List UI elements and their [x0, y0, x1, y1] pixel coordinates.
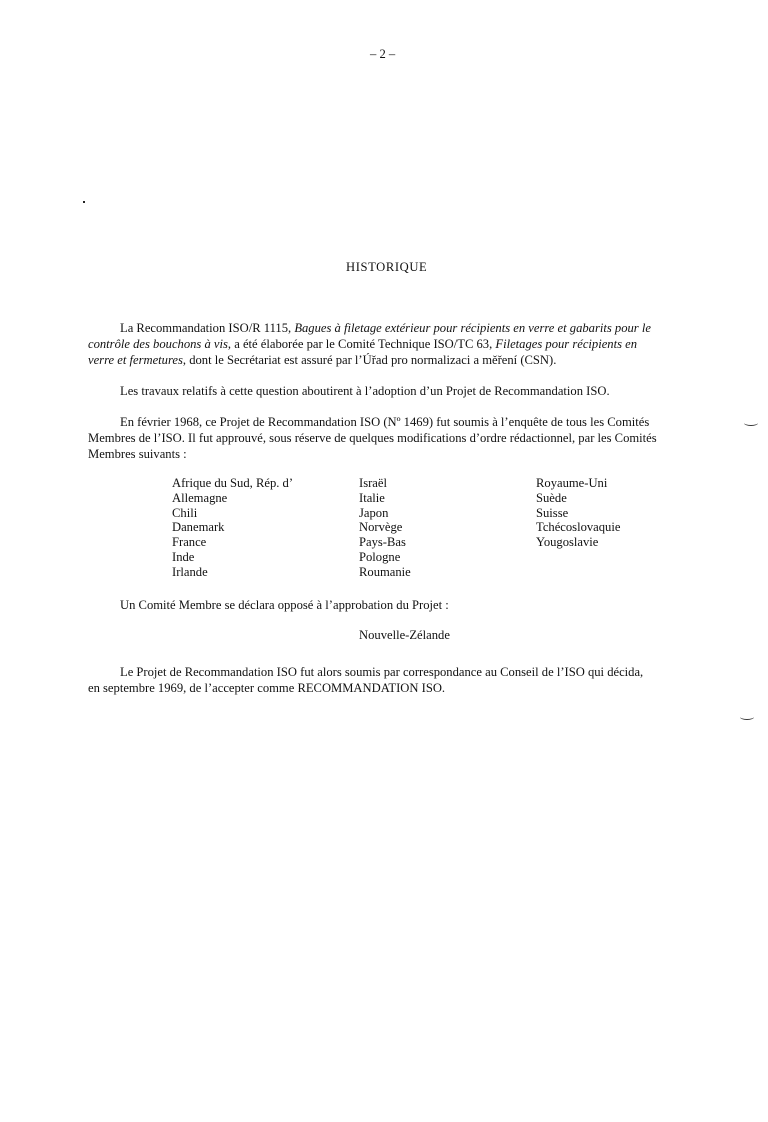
text-line: en septembre 1969, de l’accepter comme RECOMMANDATION ISO. — [88, 681, 446, 695]
member: Suisse — [536, 505, 569, 520]
member: Pays-Bas — [359, 535, 406, 550]
member: Suède — [536, 490, 567, 505]
member: Danemark — [172, 520, 225, 535]
member: Yougoslavie — [536, 535, 599, 550]
member: Pologne — [359, 549, 401, 564]
paragraph-opposition: Un Comité Membre se déclara opposé à l’approbation du Projet : — [120, 598, 449, 612]
members-column-1 — [172, 476, 293, 580]
text: , dont le Secrétariat est assuré par l’Úřad pro normalizaci a měření (CSN). — [182, 353, 557, 367]
page-number: – 2 – — [370, 47, 396, 61]
committee-title: Filetages pour récipients en — [495, 337, 638, 351]
member: Norvège — [359, 520, 403, 535]
margin-mark — [740, 714, 754, 720]
section-title: HISTORIQUE — [346, 260, 428, 274]
member: Irlande — [172, 564, 208, 579]
opposing-member: Nouvelle-Zélande — [359, 628, 450, 642]
speck — [83, 201, 85, 203]
text-line: Membres suivants : — [88, 447, 187, 461]
text-line: Membres de l’ISO. Il fut approuvé, sous réserve de quelques modifications d’ordre rédactionnel, par les Comités — [88, 431, 657, 445]
member: France — [172, 535, 207, 550]
member: Royaume-Uni — [536, 476, 608, 490]
text-line: En février 1968, ce Projet de Recommandation ISO (Nº 1469) fut soumis à l’enquête de tous les Comités — [120, 415, 650, 429]
member: Israël — [359, 476, 387, 490]
standard-title: Bagues à filetage extérieur pour récipients en verre et gabarits pour le — [294, 321, 651, 335]
members-column-3 — [536, 476, 620, 550]
standard-title: contrôle des bouchons à vis — [88, 337, 228, 351]
text: , a été élaborée par le Comité Technique ISO/TC 63, — [227, 337, 496, 351]
text-line: Le Projet de Recommandation ISO fut alors soumis par correspondance au Conseil de l’ISO qui décida, — [120, 665, 644, 679]
margin-mark — [744, 420, 758, 426]
member: Tchécoslovaquie — [536, 520, 621, 535]
members-column-2 — [359, 476, 411, 580]
member: Japon — [359, 505, 389, 520]
text: La Recommandation ISO/R 1115, — [120, 321, 295, 335]
member: Afrique du Sud, Rép. d’ — [172, 476, 294, 490]
member: Chili — [172, 505, 198, 520]
member: Roumanie — [359, 564, 411, 579]
paragraph-adoption: Les travaux relatifs à cette question aboutirent à l’adoption d’un Projet de Recommandation ISO. — [120, 384, 610, 398]
member: Inde — [172, 549, 195, 564]
member: Allemagne — [172, 490, 228, 505]
member: Italie — [359, 490, 385, 505]
committee-title: verre et fermetures — [88, 353, 183, 367]
